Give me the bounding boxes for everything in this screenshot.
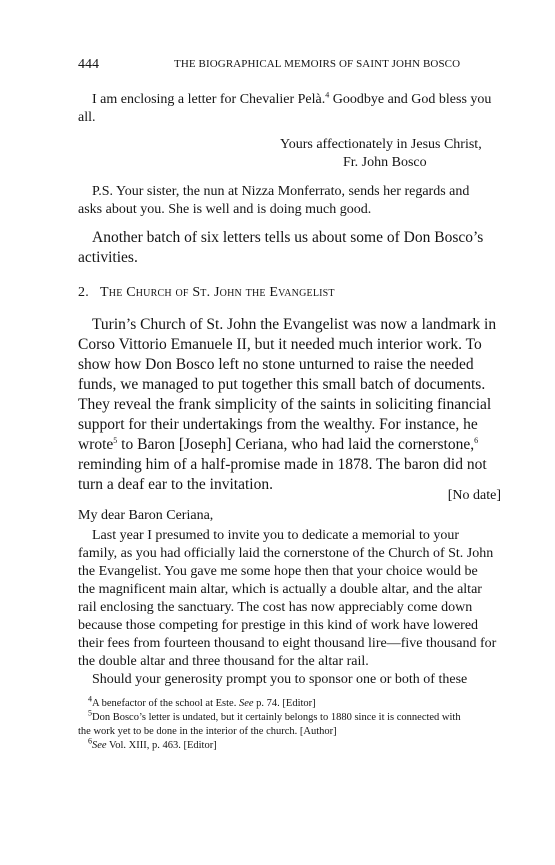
section-title: The Church of St. John the Evangelist (100, 285, 335, 300)
running-head: THE BIOGRAPHICAL MEMOIRS OF SAINT JOHN BOSCO (174, 58, 461, 70)
page-number: 444 (78, 57, 99, 72)
footnote-ref-6: 6 (474, 435, 479, 445)
footnote-6: $^6$See Vol. XIII, p. 463. [Editor] (88, 736, 217, 751)
transition-paragraph: Another batch of six letters tells us about some of Don Bosco’s activities. (78, 229, 484, 266)
footnote-ref-5: 5 (113, 435, 118, 445)
letter-closing-paragraph: I am enclosing a letter for Chevalier Pelà.$^4$ Goodbye and God bless you all. (78, 90, 492, 125)
footnote-5: $^5$Don Bosco’s letter is undated, but it certainly belongs to 1880 since it is connected with (88, 708, 461, 723)
footnotes (78, 694, 502, 753)
section-number: 2. (78, 285, 89, 300)
letter-salutation: My dear Baron Ceriana, (78, 508, 214, 523)
footnote-5-cont: the work yet to be done in the interior of the church. [Author] (78, 726, 337, 737)
footnote-ref-4: 4 (325, 90, 330, 100)
letter-date: [No date] (447, 488, 501, 503)
footnote-4: $^4$A benefactor of the school at Este. See p. 74. [Editor] (88, 694, 316, 709)
letter-body: Last year I presumed to invite you to dedicate a memorial to your family, as you had officially laid the cornerstone of the Church of St. John the Evangelist. You gave me some hope then that your choice would be the magnificent main altar, which is actually a double altar, and the altar rail enclosing the sanctuary. The cost has now appreciably come down because those competing for prestige in this kind of work have lowered their fees from fourteen thousand to eight thousand lire—five thousand for the double altar and three thousand for the altar rail. Should your generosity prompt you to sponsor one or both of these (78, 528, 497, 687)
section-heading (78, 285, 335, 301)
postscript: P.S. Your sister, the nun at Nizza Monferrato, sends her regards and asks about you. She is well and is doing much good. (78, 184, 470, 217)
letter-closing: Yours affectionately in Jesus Christ, (280, 137, 482, 152)
letter-signature: Fr. John Bosco (343, 155, 427, 170)
body-paragraph: Turin’s Church of St. John the Evangelist was now a landmark in Corso Vittorio Emanuele II, but it needed much interior work. To show how Don Bosco left no stone unturned to raise the needed funds, we managed to put together this small batch of documents. They reveal the frank simplicity of the saints in soliciting financial support for their undertakings from the wealthy. For instance, he wrote$^5$ to Baron [Joseph] Ceriana, who had laid the cornerstone,$^6$ reminding him of a half-promise made in 1878. The baron did not turn a deaf ear to the invitation. (78, 316, 497, 493)
page-header (78, 57, 502, 75)
